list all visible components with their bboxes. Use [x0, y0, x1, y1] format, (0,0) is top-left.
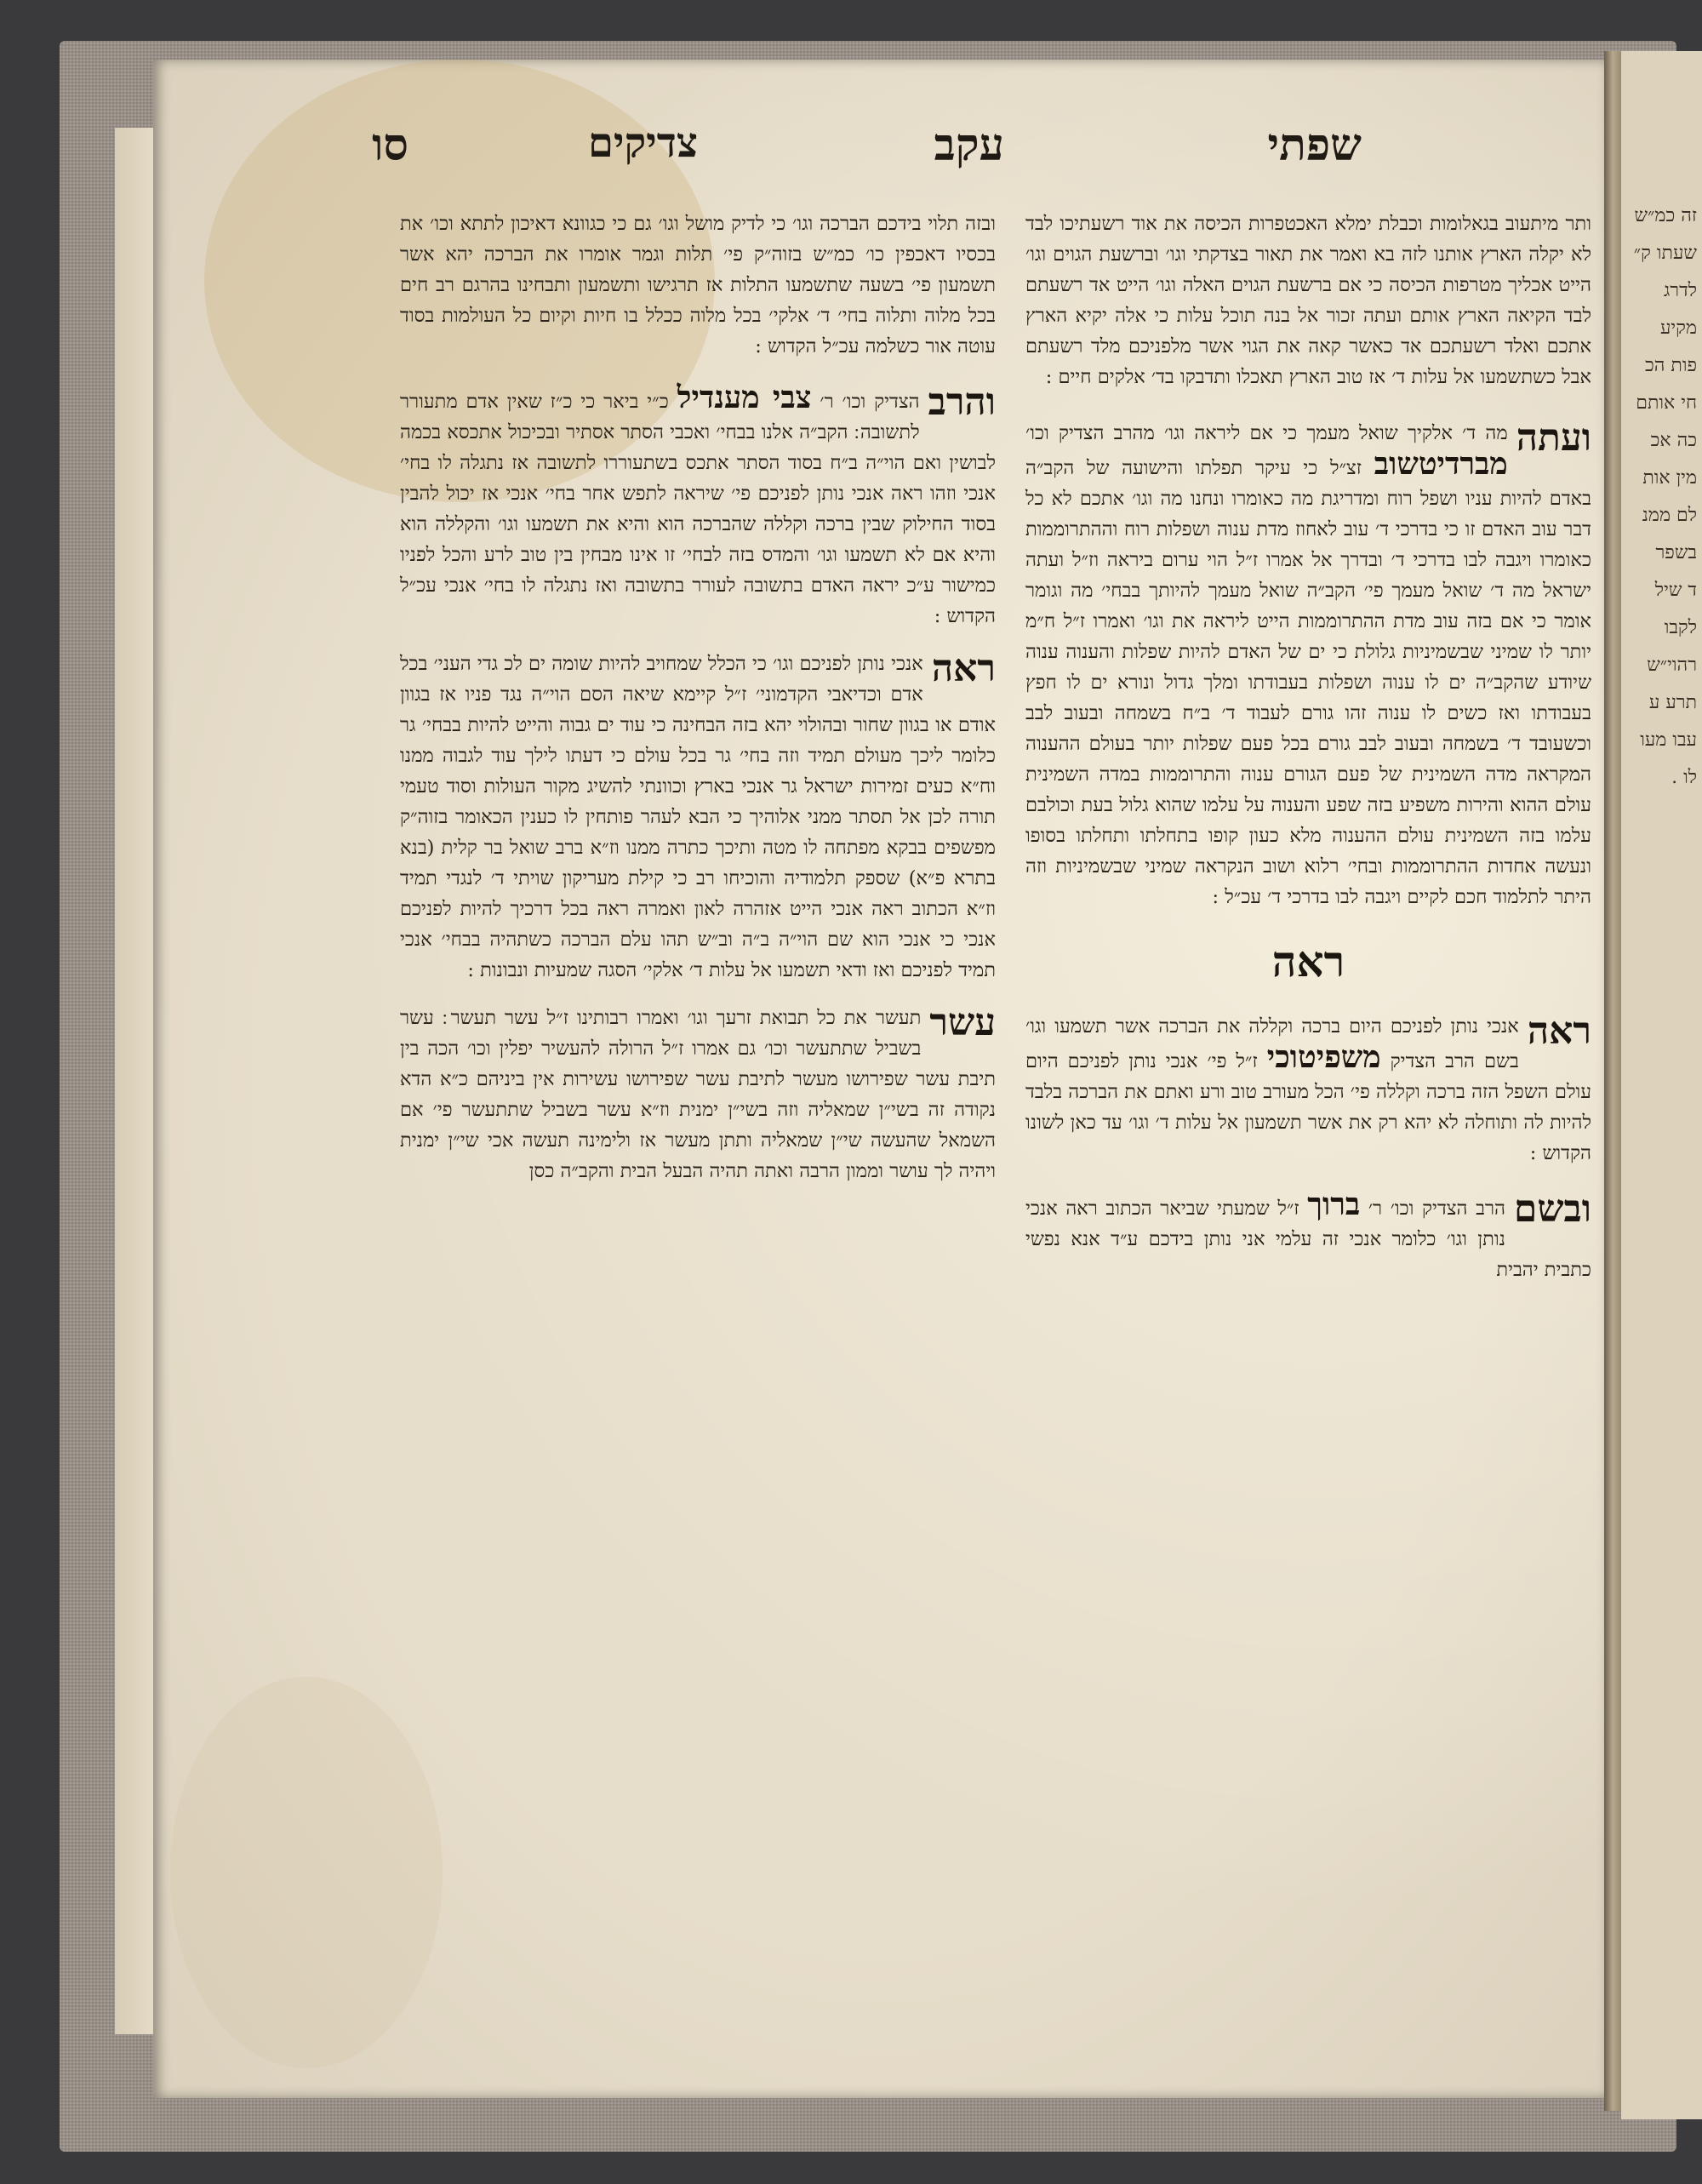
- paragraph: ותר מיתעוב בגאלומות וכבלת ימלא האכטפרות הכיסה את אוד רשעתיכו לבד לא יקלה הארץ אותנו לזה בא ואמר את תאור בצדקתי וגו׳ וברשעת הגוים וגו׳ הייט אכליך מטרפות הכיסה כי אם ברשעת הגוים האלה וגו׳ הייט אד רשעתם לבד הקיאה הארץ אותם ועתה זכור אל בנה תוכל עלות כי אלה יקיא הארץ אתכם ואלד רשעתכם אד כאשר קאה את הגוי אשר מלפניכם מלד רשעתם אבל כשתשמעו אל עלות ד׳ אז טוב הארץ תאכלו ותדבקו בד׳ אלקים חיים :: [1025, 213, 1591, 388]
- facing-page-line: רהוי״ש: [1647, 655, 1697, 676]
- parasha-title: ראה: [1271, 936, 1345, 986]
- rabbi-name: מברדיטשוב: [1374, 446, 1508, 482]
- header-title-right: שפתי: [1267, 119, 1362, 171]
- section-body: ז״ל פי׳ אנכי נותן לפניכם היום עולם השפל הזה ברכה וקללה פי׳ הכל מעורב טוב ורע ואתם את הברכה בלבד להיות לה ותוחלה לא יהא רק את אשר תשמעון אל עלות ד׳ וגו׳ עד כאן לשונו הקדוש :: [1025, 1050, 1591, 1164]
- paragraph: [400, 649, 996, 986]
- edge-stain: [170, 1677, 443, 2068]
- section-body: ז״ל שמעתי שביאר הכתוב ראה אנכי נותן וגו׳ כלומר אנכי זה עלמי אני נותן בידכם ע״ד אנא נפשי כתבית יהבית: [1025, 1198, 1591, 1281]
- section-lead-word: עשר: [929, 1001, 996, 1044]
- section-text: הצדיק וכו׳ ר׳: [820, 391, 920, 413]
- section-lead-word: והרב: [928, 380, 996, 424]
- header-title-left: צדיקים: [587, 119, 698, 167]
- rabbi-name: משפיטוכי: [1266, 1039, 1381, 1075]
- facing-page-line: חי אותם: [1636, 392, 1697, 414]
- rabbi-name: ברוך: [1307, 1186, 1361, 1222]
- facing-page-line: לדרג: [1664, 280, 1697, 301]
- facing-page-fragment: [1621, 51, 1702, 2119]
- section-body: תעשר את כל תבואת זרעך וגו׳ ואמרו רבותינו ז״ל עשר תעשר ׃ עשר בשביל שתתעשר וכו׳ גם אמרו ז״ל הרולה להעשיר יפלין וכו׳ הכה בין תיבת עשר שפירושו מעשר לתיבת עשר שפירושו עשירות אין ביניהם כ״א הדא נקודה זה בשי״ן שמאליה וזה בשי״ן ימנית וז״א עשר בשביל שתתעשר פי׳ אם השמאל שהעשה שי״ן שמאליה ותתן מעשר אז ולימינה תעשה אכי שי״ן ימנית ויהיה לך עושר וממון הרבה ואתה תהיה הבעל הבית והקב״ה כסן: [400, 1007, 996, 1182]
- facing-page-line: מין אות: [1642, 467, 1697, 489]
- facing-page-line: ד שיל: [1654, 580, 1697, 601]
- page-number: סו: [372, 119, 408, 171]
- paragraph: ובזה תלוי בידכם הברכה וגו׳ כי לדיק מושל וגו׳ גם כי כגוונא דאיכון לתתא וכו׳ את בכסיו דאכפין כו׳ כמ״ש בזוה״ק פי׳ תלות וגמר אומרו את הברכה יהא אשר תשמעון פי׳ בשעה שתשמעו התלות אז תרגישו ותשמעון ותבחינו בהרגם רב חים בכל מלוה ותלוה בחי׳ ד׳ אלקי׳ בכל מלוה ככלל בו חיות וקיום כל העולמות בסוד עוטה אור כשלמה עכ״ל הקדוש :: [400, 213, 996, 357]
- paragraph: [1025, 1011, 1591, 1169]
- section-body: כי כ״ז שאין אדם מתעורר לתשובה ׃ הקב״ה אלנו בבחי׳ ואכבי הסתר אסתיר ובכיכול אתכסא בכמה לבושין ואם הוי״ה ב״ח בסוד הסתר אתכס בשתעוררו לתשובה אז נתגלה לו בחי׳ אנכי וזהו ראה אנכי נותן לפניכם פי׳ שיראה לתפש אחר בחי׳ אנכי אז יכול להבין בסוד החילוק שבין ברכה וקללה שהברכה הוא והיא את תשמעו וגו׳ והקללה הוא והיא אם לא תשמעו וגו׳ והמדס בזה לבחי׳ זו אינו מבחין בין טוב לרע והכל לפניו כמישור ע״כ יראה האדם בתשובה לעורר בתשובה ואז נתגלה לו בחי׳ אנכי עכ״ל הקדוש :: [400, 391, 996, 627]
- facing-page-line: לו .: [1671, 767, 1697, 788]
- facing-page-line: זה כמ״ש: [1634, 205, 1697, 226]
- section-text: הרב הצדיק וכו׳ ר׳: [1368, 1198, 1505, 1220]
- paragraph: [1025, 418, 1591, 912]
- section-lead-word: ראה: [1527, 1009, 1591, 1053]
- facing-page-line: בשפר: [1655, 542, 1697, 563]
- facing-page-line: לם ממנ: [1642, 505, 1697, 526]
- paragraph: [400, 382, 996, 632]
- section-text: אנכי נותן לפניכם היום ברכה וקללה את הברכה אשר תשמעו וגו׳ בשם הרב הצדיק: [1025, 1015, 1519, 1072]
- section-lead-word: ובשם: [1513, 1187, 1591, 1231]
- running-header: [298, 119, 1362, 187]
- section-lead-word: ראה: [931, 647, 996, 690]
- rabbi-name: צבי מענדיל: [677, 380, 812, 415]
- right-text-column: [1025, 209, 1591, 1297]
- section-body: זצ״ל כי עיקר תפלתו והישועה של הקב״ה באדם להיות עניו ושפל רוח ומדריגת מה כאומרו ונחנו מה וגו׳ אתכם לא כל דבר עוב האדם זו כי בדרכי ד׳ עוב לאחוז מדת ענוה ושפלות רוח וההתרוממות כאומרו ויגבה לבו בדרכי ד׳ ובדרך אל אמרו ז״ל הוי ערום ביראה וז״ל ועתה ישראל מה ד׳ שואל מעמך פי׳ הקב״ה שואל מעמך להיותך בבחי׳ מה וגומר אומר כי אם בזה עוב מדת ההתרוממות הייט ליראה את וגו׳ ואמרו ז״ל ח״מ יותר לו שמיני שבשמיניות גלולת כי ים של האדם להיות שפלות והענוה ענוה שיודע שהקב״ה ים לו ענוה ושפלות בעבודתו ומלך גדול ונורא ים לו חפץ בעבודתו ואז כשים לו ענוה זהו גורם לעבוד ד׳ ב״ח בשמחה ובעוב לבב וכשעובד ד׳ בשמחה ובעוב לבב גורם בכל פעם שפלות יותר בעולם ההענוה המקראה מדה השמינית של פעם הגורם ענוה והתרוממות במדה השמינית עולם ההוא והירות משפיע בזה שפע והענוה על עלמו שהוא גלול בעת וכולבם עלמו בזה השמינית עולם ההענוה מלא כעון קופו בתחלתו ותחלתו בסופו ונעשה אחדות ההתרוממות ובחי׳ רלוא ושוב הנקראה שמיני שבשמיניות וזה היתר לתלמוד חכם לקיים ויגבה לבו בדרכי ד׳ עכ״ל :: [1025, 457, 1591, 908]
- paragraph: [1025, 1186, 1591, 1285]
- facing-page-line: כה אכ: [1650, 430, 1697, 451]
- section-text: מה ד׳ אלקיך שואל מעמך כי אם ליראה וגו׳ מהרב הצדיק וכו׳: [1025, 422, 1508, 444]
- facing-page-line: פות הכ: [1645, 355, 1697, 376]
- facing-page-line: תרע ע: [1648, 692, 1697, 713]
- facing-page-line: עבו מעו: [1640, 729, 1697, 751]
- section-text: כ״י ביאר: [603, 391, 669, 413]
- facing-page-line: שעתו ק״: [1633, 243, 1697, 264]
- section-body: אנכי נותן לפניכם וגו׳ כי הכלל שמחויב להיות שומה ים לכ גדי העני׳ בכל אדם וכדיאבי הקדמוני׳ ז״ל קיימא שיאה הסם הוי״ה נגד פניו אז בגוון אודם או בגוון שחור ובהולוי יהא בזה הבחינה כי עוד ים גבוה והייט להיות בבחי׳ גר כלומר ליכך מעולם תמיד וזה בחי׳ גר בכל עולם כי דעתו לילך עוד לגבוה ממנו וח״א כעים זמירות ישראל גר אנכי בארץ וכוונתי להשיג מקור העולות וסוד טעמי תורה לכן אל תסתר ממני אלוהיך כי הבא לעהר פותחין לו כענין הכאומר בזוה״ק מפשפים בבקא מפתחה לו מטה ותיכך כתרה ממנו וז״א ברב שואל בר קלית (בנא בתרא פ״א) שספק תלמודיה והוכיחו רב כי קילת מעריקון שויתי ד׳ לנגדי תמיד וז״א הכתוב ראה אנכי הייט אזהרה לאון ואמרה ראה בכל דרכיך להיות לפניכם אנכי כי אנכי הוא שם הוי״ה ב״ה וב״ש תהו עלם הברכה כשתהיה בבחי׳ אנכי תמיד לפניכם ואז ודאי תשמעו אל עלות ד׳ אלקי׳ הסגה שמעיות ונבונות :: [400, 653, 996, 981]
- header-title-mid: עקב: [934, 119, 1004, 171]
- facing-page-line: מקיע: [1659, 317, 1697, 339]
- section-lead-word: ועתה: [1516, 416, 1591, 460]
- facing-page-line: לקבו: [1664, 617, 1697, 638]
- left-text-column: [400, 209, 996, 1198]
- paragraph: [400, 1003, 996, 1186]
